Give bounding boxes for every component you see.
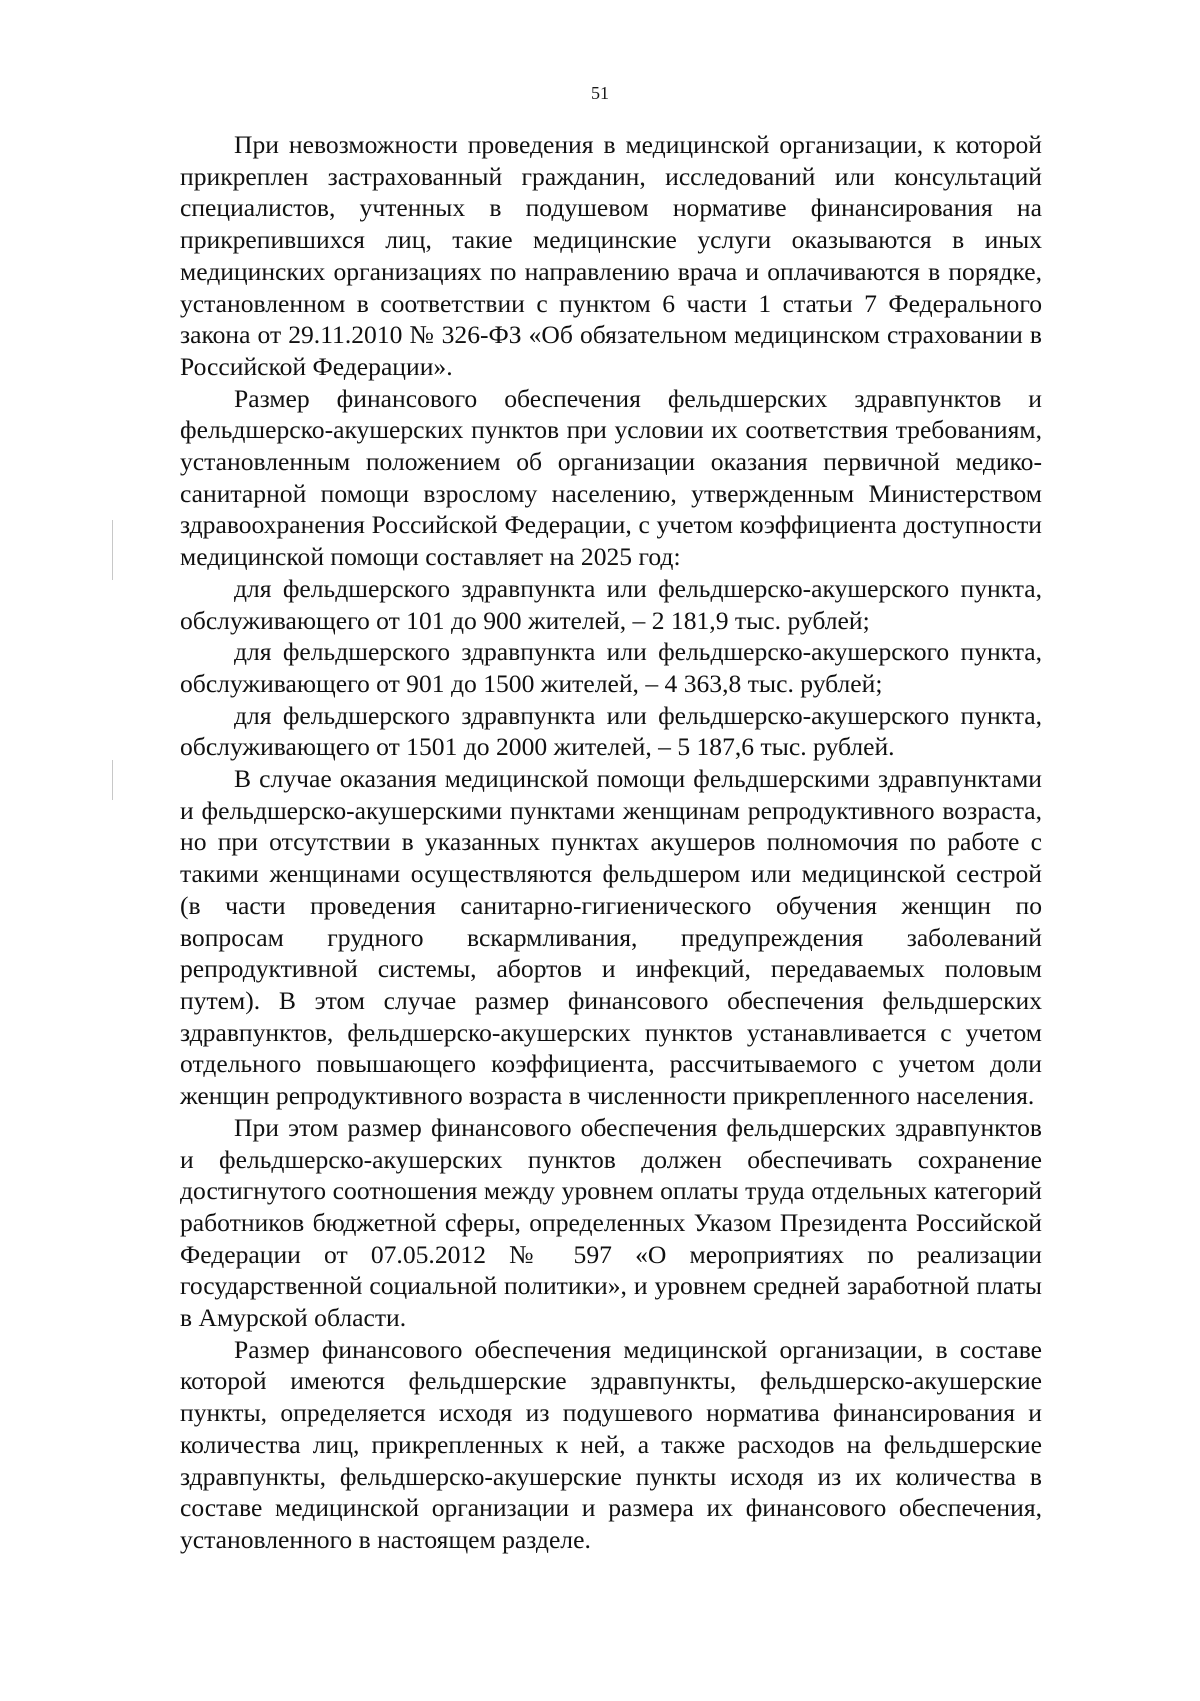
paragraph: Размер финансового обеспечения фельдшерских здравпунктов и фельдшерско-акушерских пунктов при условии их соответствия требованиям, установленным положением об организации оказания первичной медико-санитарной помощи взрослому населению, утвержденным Министерством здравоохранения Российской Федерации, с учетом коэффициента доступности медицинской помощи составляет на 2025 год: (180, 383, 1042, 572)
scan-margin-mark (112, 760, 113, 800)
paragraph: для фельдшерского здравпункта или фельдшерско-акушерского пункта, обслуживающего от 901 до 1500 жителей, – 4 363,8 тыс. рублей; (180, 637, 1042, 698)
document-body (180, 129, 1042, 1556)
page-number: 51 (591, 83, 609, 103)
paragraph: В случае оказания медицинской помощи фельдшерскими здравпунктами и фельдшерско-акушерскими пунктами женщинам репродуктивного возраста, но при отсутствии в указанных пунктах акушеров полномочия по работе с такими женщинами осуществляются фельдшером или медицинской сестрой (в части проведения санитарно-гигиенического обучения женщин по вопросам грудного вскармливания, предупреждения заболеваний репродуктивной системы, абортов и инфекций, передаваемых половым путем). В этом случае размер финансового обеспечения фельдшерских здравпунктов, фельдшерско-акушерских пунктов устанавливается с учетом отдельного повышающего коэффициента, рассчитываемого с учетом доли женщин репродуктивного возраста в численности прикрепленного населения. (180, 764, 1042, 1111)
paragraph: При этом размер финансового обеспечения фельдшерских здравпунктов и фельдшерско-акушерских пунктов должен обеспечивать сохранение достигнутого соотношения между уровнем оплаты труда отдельных категорий работников бюджетной сферы, определенных Указом Президента Российской Федерации от 07.05.2012 № 597 «О мероприятиях по реализации государственной социальной политики», и уровнем средней заработной платы в Амурской области. (180, 1112, 1042, 1333)
paragraph: для фельдшерского здравпункта или фельдшерско-акушерского пункта, обслуживающего от 101 до 900 жителей, – 2 181,9 тыс. рублей; (180, 573, 1042, 635)
paragraph: Размер финансового обеспечения медицинской организации, в составе которой имеются фельдшерские здравпункты, фельдшерско-акушерские пункты, определяется исходя из подушевого норматива финансирования и количества лиц, прикрепленных к ней, а также расходов на фельдшерские здравпункты, фельдшерско-акушерские пункты исходя из их количества в составе медицинской организации и размера их финансового обеспечения, установленного в настоящем разделе. (180, 1334, 1042, 1554)
paragraph: При невозможности проведения в медицинской организации, к которой прикреплен застрахованный гражданин, исследований или консультаций специалистов, учтенных в подушевом нормативе финансирования на прикрепившихся лиц, такие медицинские услуги оказываются в иных медицинских организациях по направлению врача и оплачиваются в порядке, установленном в соответствии с пунктом 6 части 1 статьи 7 Федерального закона от 29.11.2010 № 326-ФЗ «Об обязательном медицинском страховании в Российской Федерации». (180, 130, 1042, 381)
scan-margin-mark (112, 520, 113, 580)
paragraph: для фельдшерского здравпункта или фельдшерско-акушерского пункта, обслуживающего от 1501 до 2000 жителей, – 5 187,6 тыс. рублей. (180, 700, 1042, 762)
